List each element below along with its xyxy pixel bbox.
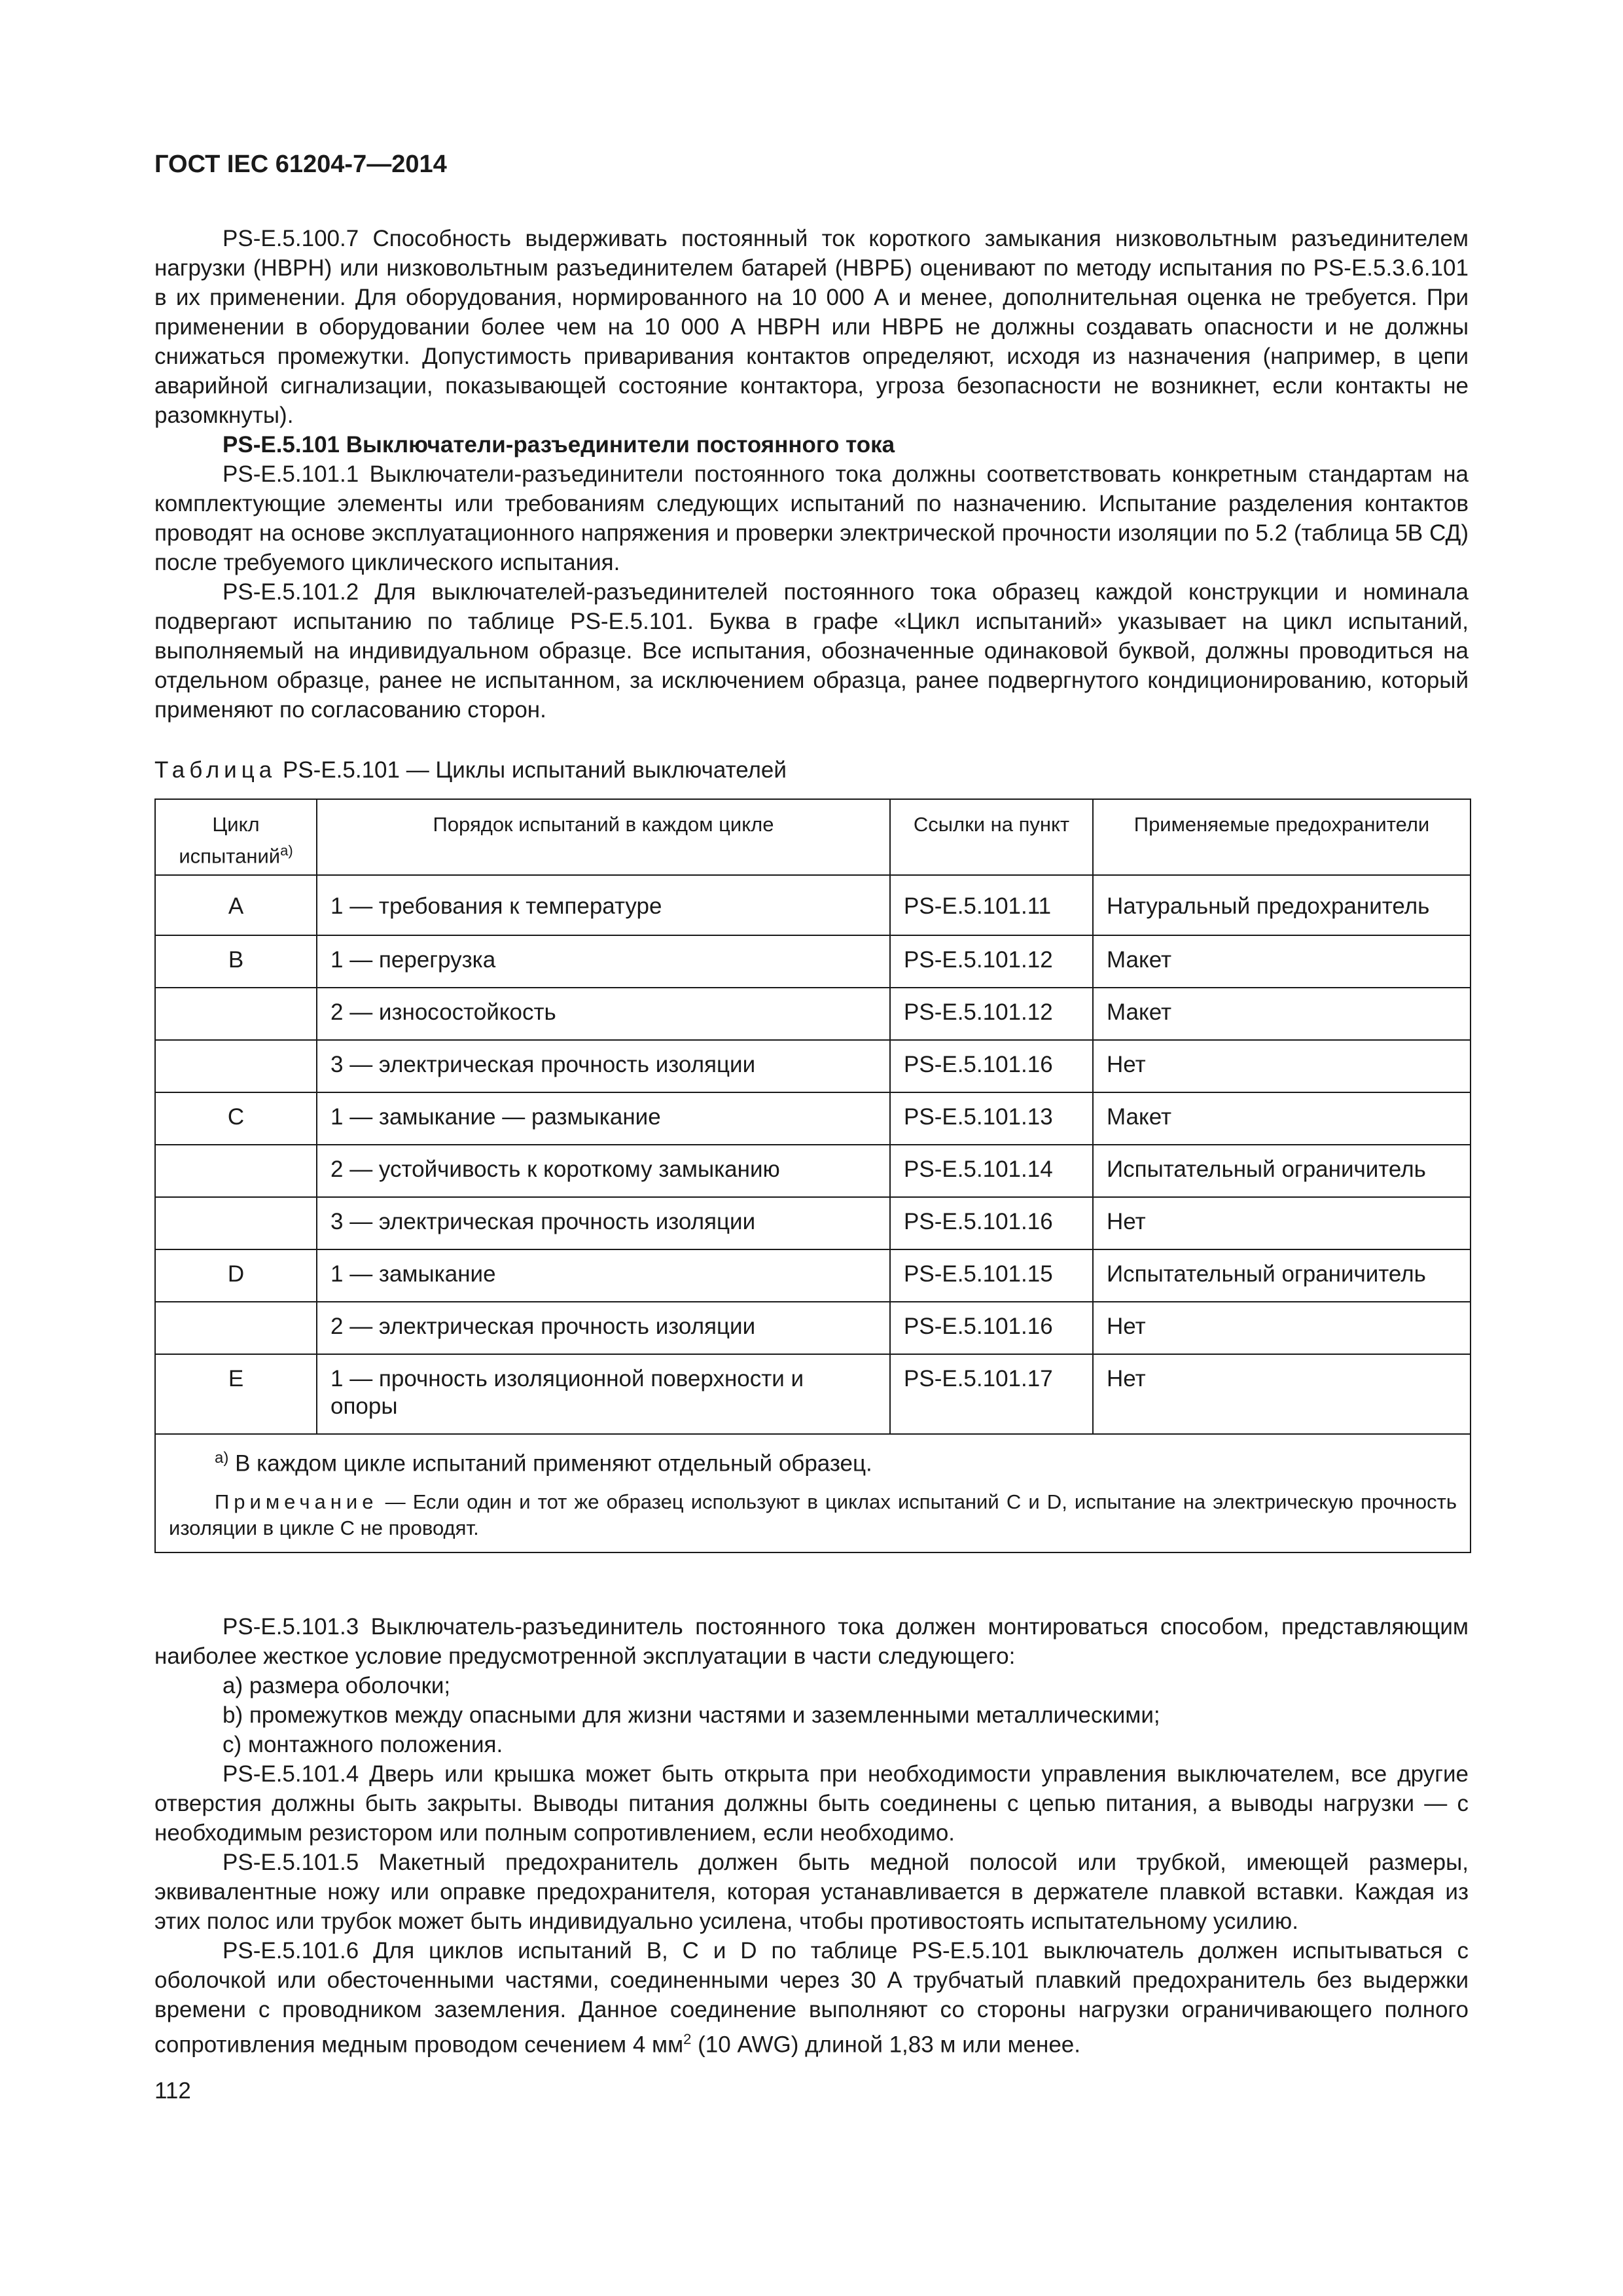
list-item: а) размера оболочки;	[223, 1673, 451, 1698]
cell-order: 1 — замыкание — размыкание	[317, 1092, 890, 1145]
cell-cycle	[155, 1145, 317, 1197]
cell-cycle: C	[155, 1092, 317, 1145]
paragraph: PS-E.5.101.6 Для циклов испытаний B, C и D по таблице PS-E.5.101 выключатель должен испытываться с оболочкой или обесточенными частями, соединенными через 30 А трубчатый плавкий предохранитель без выдержки времени с проводником заземления. Данное соединение выполняют со стороны нагрузки ограничивающего полного сопротивления медным проводом сечением 4 $мм^2$ (10 AWG) длиной 1,83 м или менее.	[154, 1938, 1469, 2058]
cell-order: 2 — устойчивость к короткому замыканию	[317, 1145, 890, 1197]
note-text: — Если один и тот же образец используют в циклах испытаний C и D, испытание на электрическую прочность изоляции в цикле C не проводят.	[169, 1490, 1457, 1539]
paragraph: PS-E.5.101.4 Дверь или крышка может быть открыта при необходимости управления выключателем, все другие отверстия должны быть закрыты. Выводы питания должны быть соединены с цепью питания, а выводы нагрузки — с необходимым резистором или полным сопротивлением, если необходимо.	[154, 1761, 1469, 1846]
text-block-top	[154, 224, 1469, 725]
cell-fuse: Испытательный ограничитель	[1093, 1249, 1471, 1302]
header-ref: Ссылки на пункт	[890, 799, 1093, 875]
table-row	[155, 1040, 1471, 1092]
section-heading: PS-E.5.101 Выключатели-разъединители постоянного тока	[223, 432, 895, 457]
paragraph: PS-E.5.101.5 Макетный предохранитель должен быть медной полосой или трубкой, имеющей размеры, эквивалентные ножу или оправке предохранителя, которая устанавливается в держателе плавкой вставки. Каждая из этих полос или трубок может быть индивидуально усилена, чтобы противостоять испытательному усилию.	[154, 1850, 1469, 1934]
cell-cycle	[155, 1302, 317, 1354]
cell-ref: PS-E.5.101.14	[890, 1145, 1093, 1197]
document-header: ГОСТ IEC 61204-7—2014	[154, 151, 447, 178]
table-caption-word: Таблица	[154, 757, 277, 783]
list-item: с) монтажного положения.	[223, 1732, 503, 1757]
cell-ref: PS-E.5.101.13	[890, 1092, 1093, 1145]
table-row	[155, 988, 1471, 1040]
header-cycle: Цикл испытаний$^{а)}$	[155, 799, 317, 875]
cell-order: 2 — износостойкость	[317, 988, 890, 1040]
header-cycle-footnote-mark: а)	[280, 842, 293, 859]
table-footnote-cell	[155, 1434, 1471, 1552]
test-cycles-table	[154, 798, 1471, 1553]
table-row	[155, 935, 1471, 988]
header-order: Порядок испытаний в каждом цикле	[317, 799, 890, 875]
text-block-bottom	[154, 1612, 1469, 2060]
note-label: Примечание	[215, 1490, 378, 1513]
footnote-text: В каждом цикле испытаний применяют отдельный образец.	[235, 1450, 872, 1477]
table-row	[155, 1145, 1471, 1197]
cell-cycle: D	[155, 1249, 317, 1302]
cell-ref: PS-E.5.101.15	[890, 1249, 1093, 1302]
footnote-mark: а)	[215, 1449, 229, 1467]
list-item: b) промежутков между опасными для жизни частями и заземленными металлическими;	[223, 1702, 1160, 1728]
header-fuses: Применяемые предохранители	[1093, 799, 1471, 875]
cell-fuse: Испытательный ограничитель	[1093, 1145, 1471, 1197]
cell-cycle: A	[155, 875, 317, 935]
cell-fuse: Макет	[1093, 1092, 1471, 1145]
cell-ref: PS-E.5.101.16	[890, 1040, 1093, 1092]
cell-order: 3 — электрическая прочность изоляции	[317, 1040, 890, 1092]
cell-ref: PS-E.5.101.12	[890, 935, 1093, 988]
cell-cycle	[155, 1040, 317, 1092]
cell-fuse: Макет	[1093, 935, 1471, 988]
table-row	[155, 1302, 1471, 1354]
table-note	[169, 1489, 1457, 1541]
cell-fuse: Нет	[1093, 1302, 1471, 1354]
cell-order: 3 — электрическая прочность изоляции	[317, 1197, 890, 1249]
cell-fuse: Нет	[1093, 1354, 1471, 1434]
cell-ref: PS-E.5.101.16	[890, 1197, 1093, 1249]
paragraph: PS-E.5.101.2 Для выключателей-разъединителей постоянного тока образец каждой конструкции и номинала подвергают испытанию по таблице PS-E.5.101. Буква в графе «Цикл испытаний» указывает на цикл испытаний, выполняемый на индивидуальном образце. Все испытания, обозначенные одинаковой буквой, должны проводиться на отдельном образце, ранее не испытанном, за исключением образца, ранее подвергнутого кондиционированию, который применяют по согласованию сторон.	[154, 579, 1469, 723]
paragraph: PS-E.5.101.3 Выключатель-разъединитель постоянного тока должен монтироваться способом, представляющим наиболее жесткое условие предусмотренной эксплуатации в части следующего:	[154, 1614, 1469, 1669]
table-caption	[154, 755, 787, 785]
table-header-row	[155, 799, 1471, 875]
table-row	[155, 1197, 1471, 1249]
table-row	[155, 1354, 1471, 1434]
table-row	[155, 1249, 1471, 1302]
cell-fuse: Нет	[1093, 1197, 1471, 1249]
cell-order: 1 — прочность изоляционной поверхности и опоры	[317, 1354, 890, 1434]
table-footnote-row	[155, 1434, 1471, 1552]
table-container	[154, 798, 1470, 1553]
table-caption-text: PS-E.5.101 — Циклы испытаний выключателей	[282, 757, 787, 783]
cell-fuse: Нет	[1093, 1040, 1471, 1092]
cell-ref: PS-E.5.101.12	[890, 988, 1093, 1040]
cell-order: 2 — электрическая прочность изоляции	[317, 1302, 890, 1354]
paragraph: PS-E.5.100.7 Способность выдерживать постоянный ток короткого замыкания низковольтным разъединителем нагрузки (НВРН) или низковольтным разъединителем батарей (НВРБ) оценивают по методу испытания по PS-E.5.3.6.101 в их применении. Для оборудования, нормированного на 10 000 А и менее, дополнительная оценка не требуется. При применении в оборудовании более чем на 10 000 А НВРН или НВРБ не должны создавать опасности и не должны снижаться промежутки. Допустимость приваривания контактов определяют, исходя из назначения (например, в цепи аварийной сигнализации, показывающей состояние контактора, угроза безопасности не возникнет, если контакты не разомкнуты).	[154, 226, 1469, 428]
table-row	[155, 875, 1471, 935]
cell-order: 1 — перегрузка	[317, 935, 890, 988]
superscript: 2	[683, 2031, 692, 2047]
cell-cycle	[155, 988, 317, 1040]
cell-fuse: Натуральный предохранитель	[1093, 875, 1471, 935]
cell-order: 1 — требования к температуре	[317, 875, 890, 935]
paragraph: PS-E.5.101.1 Выключатели-разъединители постоянного тока должны соответствовать конкретным стандартам на комплектующие элементы или требованиям следующих испытаний по назначению. Испытание разделения контактов проводят на основе эксплуатационного напряжения и проверки электрической прочности изоляции по 5.2 (таблица 5В СД) после требуемого циклического испытания.	[154, 461, 1469, 575]
page-number: 112	[154, 2078, 191, 2104]
cell-cycle: E	[155, 1354, 317, 1434]
cell-ref: PS-E.5.101.11	[890, 875, 1093, 935]
cell-order: 1 — замыкание	[317, 1249, 890, 1302]
table-row	[155, 1092, 1471, 1145]
cell-ref: PS-E.5.101.17	[890, 1354, 1093, 1434]
cell-cycle: B	[155, 935, 317, 988]
cell-fuse: Макет	[1093, 988, 1471, 1040]
cell-ref: PS-E.5.101.16	[890, 1302, 1093, 1354]
table-footnote	[169, 1444, 1457, 1479]
cell-cycle	[155, 1197, 317, 1249]
